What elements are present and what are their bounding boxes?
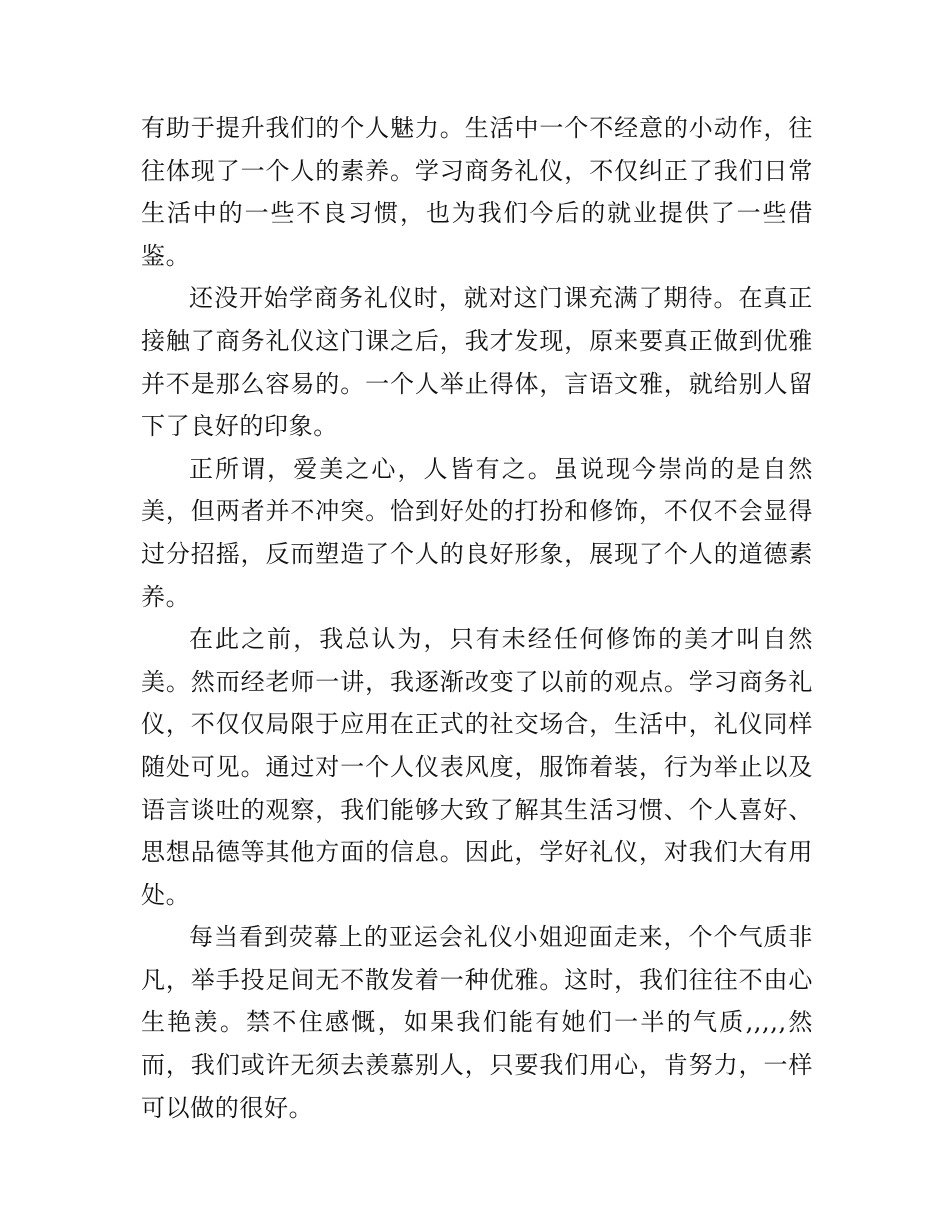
document-body: [141, 107, 813, 1129]
paragraph-3: 正所谓，爱美之心，人皆有之。虽说现今崇尚的是自然美，但两者并不冲突。恰到好处的打扮和修饰，不仅不会显得过分招摇，反而塑造了个人的良好形象，展现了个人的道德素养。: [141, 454, 813, 611]
paragraph-2: 还没开始学商务礼仪时，就对这门课充满了期待。在真正接触了商务礼仪这门课之后，我才发现，原来要真正做到优雅并不是那么容易的。一个人举止得体，言语文雅，就给别人留下了良好的印象。: [141, 284, 813, 441]
paragraph-5: 每当看到荧幕上的亚运会礼仪小姐迎面走来，个个气质非凡，举手投足间无不散发着一种优雅。这时，我们往往不由心生艳羡。禁不住感慨，如果我们能有她们一半的气质,,,,,然而，我们或许无须去羡慕别人，只要我们用心，肯努力，一样可以做的很好。: [141, 923, 813, 1122]
paragraph-4: 在此之前，我总认为，只有未经任何修饰的美才叫自然美。然而经老师一讲，我逐渐改变了以前的观点。学习商务礼仪，不仅仅局限于应用在正式的社交场合，生活中，礼仪同样随处可见。通过对一个人仪表风度，服饰着装，行为举止以及语言谈吐的观察，我们能够大致了解其生活习惯、个人喜好、思想品德等其他方面的信息。因此，学好礼仪，对我们大有用处。: [141, 625, 813, 909]
paragraph-1: 有助于提升我们的个人魅力。生活中一个不经意的小动作，往往体现了一个人的素养。学习商务礼仪，不仅纠正了我们日常生活中的一些不良习惯，也为我们今后的就业提供了一些借鉴。: [141, 114, 813, 270]
